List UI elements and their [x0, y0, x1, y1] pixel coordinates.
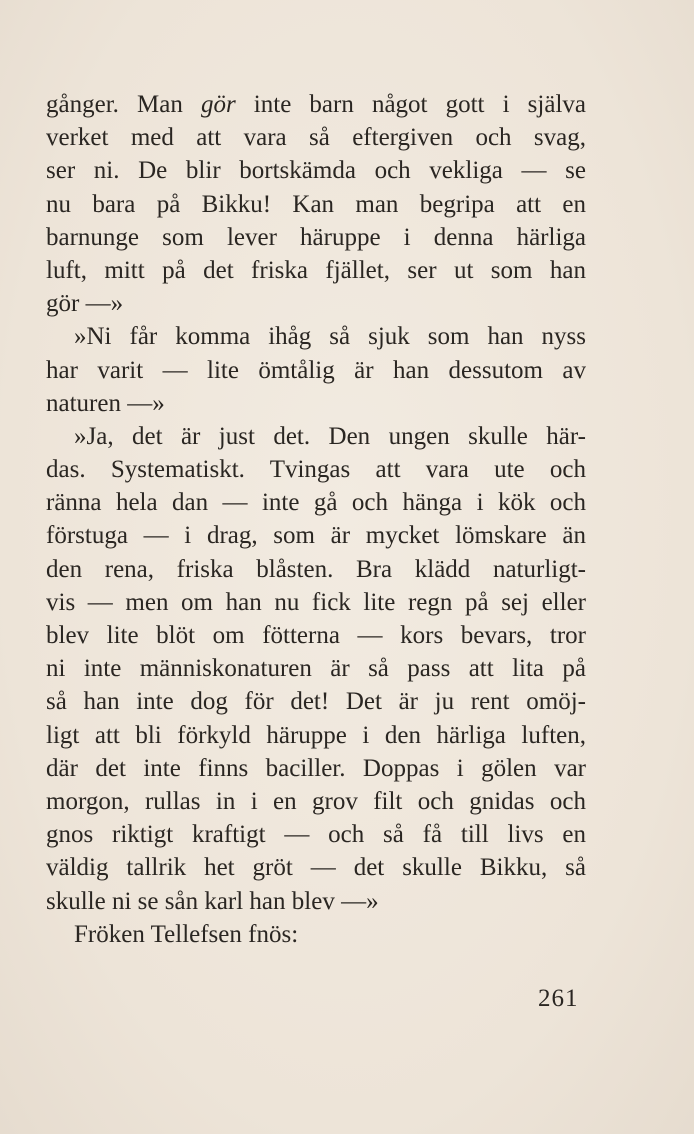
text-line: ränna hela dan — inte gå och hänga i kök och — [46, 489, 586, 517]
text-line: ni inte människonaturen är så pass att lita på — [46, 655, 586, 683]
emphasis: gör — [200, 91, 236, 118]
text-line: ser ni. De blir bortskämda och vekliga — se — [46, 157, 586, 185]
body-text — [46, 88, 586, 951]
text-line: förstuga — i drag, som är mycket lömskare än — [46, 522, 586, 550]
text-line: Fröken Tellefsen fnös: — [74, 920, 299, 948]
text-line: das. Systematiskt. Tvingas att vara ute och — [46, 456, 586, 484]
text-line: där det inte finns baciller. Doppas i gölen var — [46, 754, 586, 782]
text-line: verket med att vara så eftergiven och svag, — [46, 124, 586, 152]
text-line: vis — men om han nu fick lite regn på sej eller — [46, 588, 586, 616]
text-line: nu bara på Bikku! Kan man begripa att en — [46, 190, 586, 218]
text-line: luft, mitt på det friska fjället, ser ut som han — [46, 256, 586, 284]
text-line: »Ni får komma ihåg så sjuk som han nyss — [74, 323, 586, 351]
text-line: gnos riktigt kraftigt — och så få till livs en — [46, 821, 586, 849]
text-line: gör —» — [46, 290, 124, 318]
text-line: gånger. Man gör inte barn något gott i själva — [46, 91, 586, 118]
text-line: så han inte dog för det! Det är ju rent omöj- — [46, 688, 586, 716]
text-line: blev lite blöt om fötterna — kors bevars, tror — [46, 622, 586, 649]
text-line: »Ja, det är just det. Den ungen skulle här- — [74, 422, 586, 450]
text-line: naturen —» — [46, 389, 165, 417]
text-line: har varit — lite ömtålig är han dessutom av — [46, 356, 586, 384]
text-line: ligt att bli förkyld häruppe i den härliga luften, — [46, 721, 586, 749]
page-number: 261 — [538, 985, 579, 1012]
text-line: skulle ni se sån karl han blev —» — [46, 887, 379, 915]
text-line: den rena, friska blåsten. Bra klädd naturligt- — [46, 555, 586, 583]
text-line: väldig tallrik het gröt — det skulle Bikku, så — [46, 854, 586, 882]
text-line: barnunge som lever häruppe i denna härliga — [46, 223, 586, 251]
text-line: morgon, rullas in i en grov filt och gnidas och — [46, 787, 586, 815]
